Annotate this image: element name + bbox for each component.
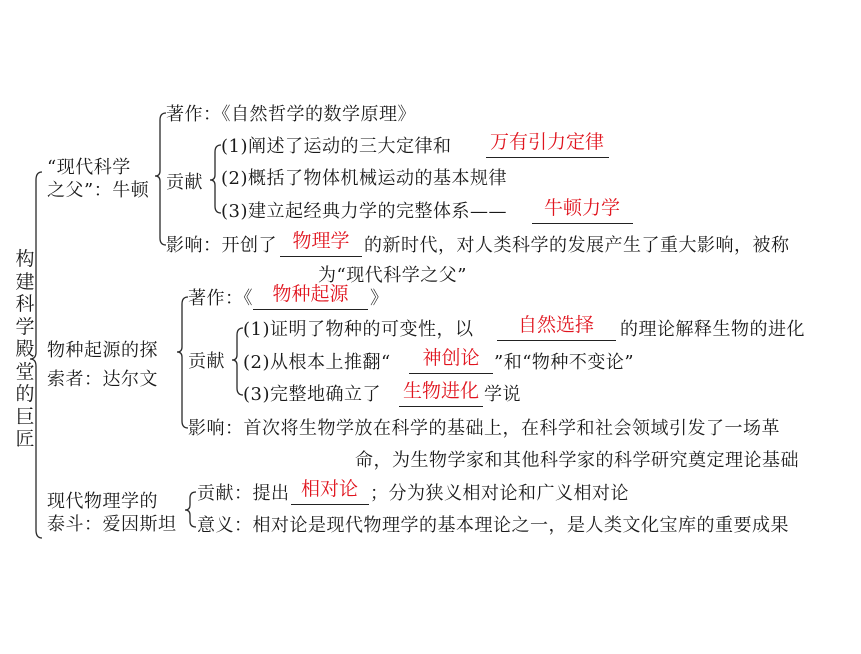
einstein-contribution-blank: [291, 504, 369, 505]
darwin-name-line1: 物种起源的探: [47, 340, 158, 361]
newton-c3-blank: [532, 223, 633, 224]
darwin-c1-prefix: (1)证明了物种的可变性，以: [243, 319, 474, 340]
darwin-works-suffix: 》: [370, 288, 389, 309]
newton-name-line1: “现代科学: [47, 157, 131, 178]
darwin-c2-answer: 神创论: [422, 347, 480, 369]
newton-c3-prefix: (3)建立起经典力学的完整体系——: [221, 201, 507, 222]
einstein-contribution-prefix: 贡献：提出: [197, 483, 290, 504]
darwin-c3-suffix: 学说: [484, 384, 521, 405]
darwin-works-blank: [253, 309, 368, 310]
darwin-contribution-label: 贡献: [188, 351, 225, 372]
root-title: 构建科学殿堂的巨匠: [15, 248, 35, 450]
newton-c1-blank: [486, 157, 609, 158]
darwin-brace: [177, 297, 188, 428]
darwin-works-prefix: 著作：《: [188, 288, 253, 309]
darwin-c3-blank: [399, 406, 483, 407]
einstein-contribution-answer: 相对论: [300, 478, 358, 500]
newton-c3-answer: 牛顿力学: [543, 197, 620, 219]
newton-influence-line2: 为“现代科学之父”: [318, 265, 467, 286]
einstein-brace: [185, 492, 196, 527]
darwin-c1-blank: [497, 340, 616, 341]
einstein-meaning: 意义：相对论是现代物理学的基本理论之一，是人类文化宝库的重要成果: [197, 515, 789, 536]
darwin-influence-line1: 影响：首次将生物学放在科学的基础上，在科学和社会领域引发了一场革: [188, 418, 780, 439]
newton-c2: (2)概括了物体机械运动的基本规律: [221, 168, 507, 189]
newton-influence-suffix: 的新时代，对人类科学的发展产生了重大影响，被称: [364, 235, 790, 256]
newton-influence-answer: 物理学: [292, 230, 350, 252]
darwin-contribution-brace: [232, 328, 243, 395]
newton-contribution-label: 贡献: [166, 172, 203, 193]
newton-name-line2: 之父”：牛顿: [47, 180, 150, 201]
einstein-name-line2: 泰斗：爱因斯坦: [47, 514, 177, 535]
einstein-contribution-suffix: ；分为狭义相对论和广义相对论: [370, 483, 629, 504]
darwin-c2-suffix: ”和“物种不变论”: [494, 352, 635, 373]
newton-contribution-brace: [210, 145, 221, 213]
darwin-influence-line2: 命，为生物学家和其他科学家的科学研究奠定理论基础: [355, 450, 799, 471]
darwin-c1-suffix: 的理论解释生物的进化: [620, 319, 805, 340]
darwin-works-answer: 物种起源: [272, 283, 349, 305]
darwin-c1-answer: 自然选择: [517, 314, 594, 336]
newton-influence-prefix: 影响：开创了: [166, 235, 277, 256]
newton-c1-prefix: (1)阐述了运动的三大定律和: [221, 136, 452, 157]
darwin-c2-blank: [409, 373, 493, 374]
darwin-c2-prefix: (2)从根本上推翻“: [243, 352, 391, 373]
newton-brace: [155, 113, 166, 245]
newton-works: 著作：《自然哲学的数学原理》: [166, 104, 416, 125]
darwin-name-line2: 索者：达尔文: [47, 369, 158, 390]
darwin-c3-prefix: (3)完整地确立了: [243, 384, 381, 405]
newton-influence-blank: [280, 256, 362, 257]
darwin-c3-answer: 生物进化: [402, 380, 479, 402]
einstein-name-line1: 现代物理学的: [47, 491, 158, 512]
newton-c1-answer: 万有引力定律: [489, 131, 604, 153]
